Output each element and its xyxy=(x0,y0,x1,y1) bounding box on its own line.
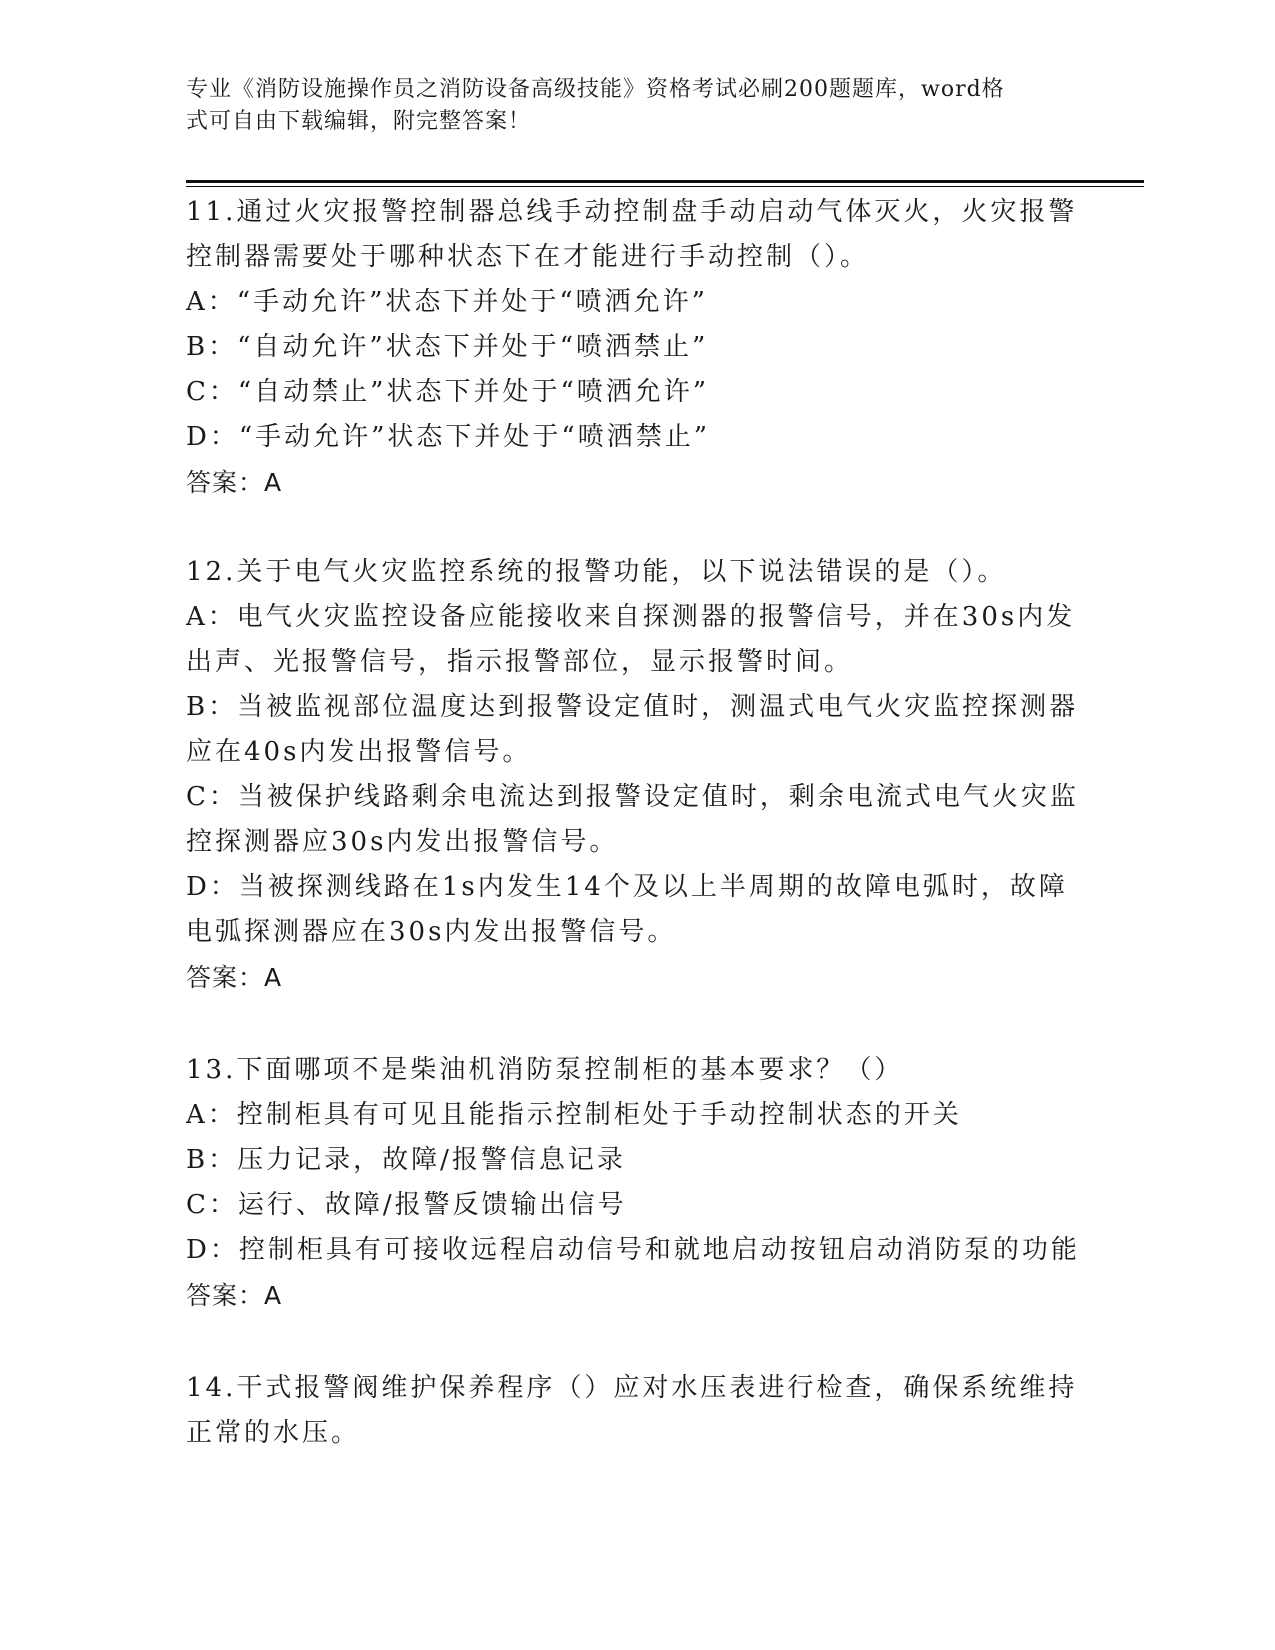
question-stem-line: 13.下面哪项不是柴油机消防泵控制柜的基本要求？（） xyxy=(186,1055,904,1085)
option-a: A：控制柜具有可见且能指示控制柜处于手动控制状态的开关 xyxy=(186,1100,962,1130)
header-line-1: 专业《消防设施操作员之消防设备高级技能》资格考试必刷200题题库，word格 xyxy=(186,77,1005,102)
option-c: C：当被保护线路剩余电流达到报警设定值时，剩余电流式电气火灾监 xyxy=(186,782,1079,812)
question-stem-line: 正常的水压。 xyxy=(186,1418,361,1448)
option-d: D：“手动允许”状态下并处于“喷洒禁止” xyxy=(186,422,711,452)
header-divider-thin xyxy=(186,186,1144,187)
option-a: A：电气火灾监控设备应能接收来自探测器的报警信号，并在30s内发 xyxy=(186,602,1076,632)
option-a-continuation: 出声、光报警信号，指示报警部位，显示报警时间。 xyxy=(186,647,854,677)
option-a: A：“手动允许”状态下并处于“喷洒允许” xyxy=(186,287,708,317)
question-stem-line: 控制器需要处于哪种状态下在才能进行手动控制（）。 xyxy=(186,242,870,272)
question-stem-line: 11.通过火灾报警控制器总线手动控制盘手动启动气体灭火，火灾报警 xyxy=(186,197,1078,227)
option-b: B：压力记录，故障/报警信息记录 xyxy=(186,1145,626,1175)
option-c-continuation: 控探测器应30s内发出报警信号。 xyxy=(186,827,619,857)
option-b: B：当被监视部位温度达到报警设定值时，测温式电气火灾监控探测器 xyxy=(186,692,1079,722)
question-12 xyxy=(186,550,1086,1000)
header-divider-thick xyxy=(186,180,1144,183)
option-d-continuation: 电弧探测器应在30s内发出报警信号。 xyxy=(186,917,677,947)
document-header xyxy=(186,74,1086,138)
question-stem-line: 12.关于电气火灾监控系统的报警功能，以下说法错误的是（）。 xyxy=(186,557,1007,587)
question-14 xyxy=(186,1366,1086,1456)
question-stem-line: 14.干式报警阀维护保养程序（）应对水压表进行检查，确保系统维持 xyxy=(186,1373,1078,1403)
answer: 答案：A xyxy=(186,963,283,992)
option-d: D：控制柜具有可接收远程启动信号和就地启动按钮启动消防泵的功能 xyxy=(186,1235,1080,1265)
option-c: C：“自动禁止”状态下并处于“喷洒允许” xyxy=(186,377,710,407)
option-b: B：“自动允许”状态下并处于“喷洒禁止” xyxy=(186,332,709,362)
answer: 答案：A xyxy=(186,468,283,497)
answer: 答案：A xyxy=(186,1281,283,1310)
option-b-continuation: 应在40s内发出报警信号。 xyxy=(186,737,532,767)
question-11 xyxy=(186,190,1086,505)
option-d: D：当被探测线路在1s内发生14个及以上半周期的故障电弧时，故障 xyxy=(186,872,1068,902)
header-line-2: 式可自由下载编辑，附完整答案！ xyxy=(186,109,532,134)
question-13 xyxy=(186,1048,1086,1318)
option-c: C：运行、故障/报警反馈输出信号 xyxy=(186,1190,627,1220)
